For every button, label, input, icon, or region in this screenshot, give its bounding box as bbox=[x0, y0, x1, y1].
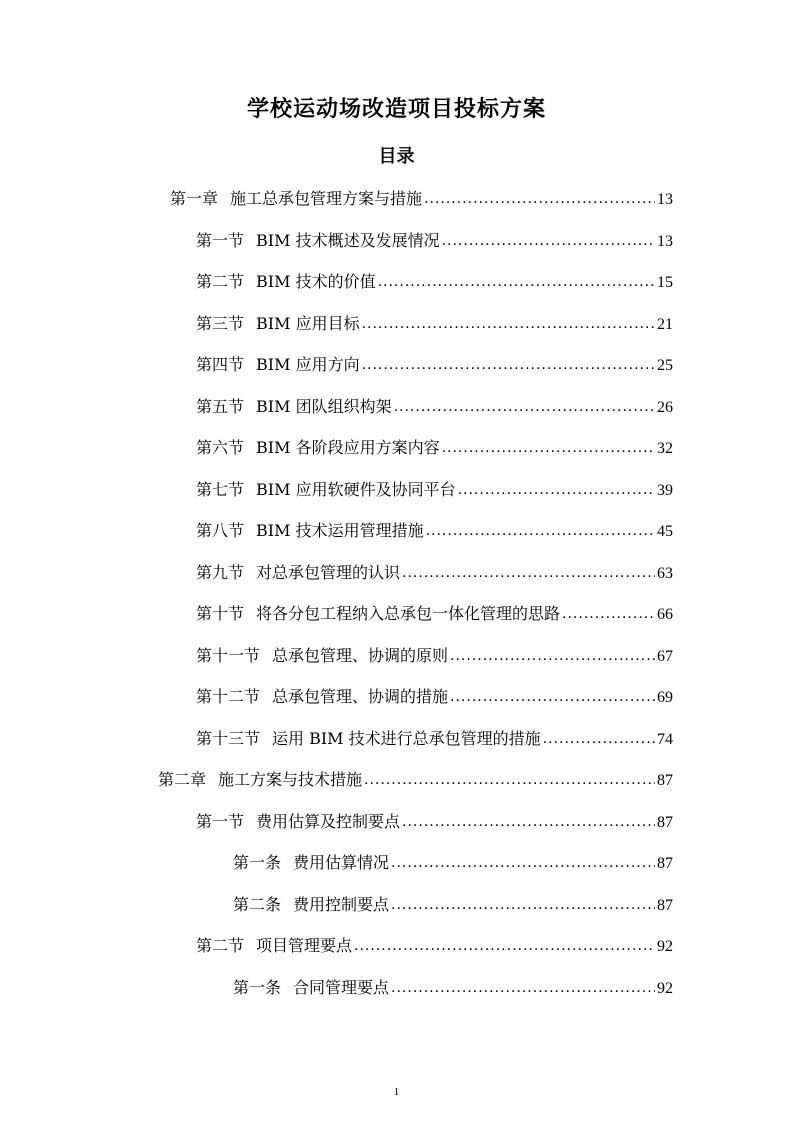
toc-entry-number: 第六节 bbox=[196, 438, 245, 457]
toc-leader-dots bbox=[450, 643, 655, 669]
toc-entry-number: 第十三节 bbox=[196, 728, 261, 748]
toc-entry-title: 项目管理要点 bbox=[256, 936, 353, 955]
toc-leader-dots bbox=[378, 269, 655, 295]
toc-entry-title: BIM 各阶段应用方案内容 bbox=[256, 438, 440, 457]
toc-entry-page: 74 bbox=[657, 730, 673, 748]
toc-entry-number: 第二章 bbox=[158, 770, 207, 789]
toc-entry-number: 第二条 bbox=[233, 894, 282, 914]
toc-entry-title: 总承包管理、协调的措施 bbox=[272, 687, 449, 706]
toc-entry-page: 45 bbox=[657, 523, 673, 540]
toc-entry-section[interactable] bbox=[0, 352, 793, 394]
toc-leader-dots bbox=[364, 767, 655, 793]
toc-entry-number: 第十二节 bbox=[196, 687, 261, 706]
toc-entry-page: 67 bbox=[657, 647, 673, 665]
toc-entry-number: 第一条 bbox=[233, 977, 282, 997]
toc-entry-section[interactable] bbox=[0, 394, 793, 436]
toc-entry-title: 将各分包工程纳入总承包一体化管理的思路 bbox=[256, 604, 561, 623]
toc-leader-dots bbox=[458, 477, 655, 503]
toc-entry-title: 总承包管理、协调的原则 bbox=[272, 645, 449, 665]
document-title: 学校运动场改造项目投标方案 bbox=[246, 97, 546, 122]
toc-leader-dots bbox=[362, 311, 655, 337]
toc-entry-title: 费用控制要点 bbox=[293, 894, 390, 914]
toc-entry-number: 第一节 bbox=[196, 811, 245, 831]
toc-entry-title: 对总承包管理的认识 bbox=[256, 562, 401, 582]
table-of-contents bbox=[0, 186, 793, 1016]
toc-leader-dots bbox=[391, 892, 655, 918]
toc-leader-dots bbox=[402, 809, 655, 835]
toc-leader-dots bbox=[394, 394, 655, 420]
toc-entry-number: 第二节 bbox=[196, 936, 245, 955]
toc-entry-section[interactable] bbox=[0, 933, 793, 975]
toc-entry-number: 第四节 bbox=[196, 355, 245, 374]
toc-leader-dots bbox=[442, 435, 655, 461]
toc-entry-title: 施工方案与技术措施 bbox=[218, 770, 363, 789]
toc-entry-section[interactable] bbox=[0, 311, 793, 353]
toc-entry-page: 39 bbox=[657, 481, 673, 499]
toc-entry-page: 87 bbox=[657, 896, 673, 914]
toc-entry-title: 运用 BIM 技术进行总承包管理的措施 bbox=[272, 728, 541, 748]
toc-entry-page: 26 bbox=[657, 398, 673, 416]
toc-entry-title: BIM 团队组织构架 bbox=[256, 396, 392, 416]
toc-entry-title: BIM 应用方向 bbox=[256, 355, 360, 374]
toc-entry-article[interactable] bbox=[0, 892, 793, 934]
toc-entry-number: 第一章 bbox=[170, 189, 219, 208]
toc-entry-page: 87 bbox=[657, 855, 673, 872]
toc-leader-dots bbox=[402, 560, 655, 586]
toc-entry-number: 第五节 bbox=[196, 396, 245, 416]
toc-entry-page: 87 bbox=[657, 772, 673, 789]
toc-entry-title: BIM 技术概述及发展情况 bbox=[256, 230, 440, 250]
toc-entry-title: BIM 技术的价值 bbox=[256, 272, 376, 291]
toc-entry-section[interactable] bbox=[0, 809, 793, 851]
toc-entry-number: 第二节 bbox=[196, 272, 245, 291]
toc-entry-page: 25 bbox=[657, 357, 673, 374]
toc-entry-page: 69 bbox=[657, 689, 673, 706]
toc-leader-dots bbox=[391, 850, 655, 876]
toc-entry-page: 92 bbox=[657, 979, 673, 997]
toc-heading: 目录 bbox=[378, 146, 415, 167]
toc-leader-dots bbox=[562, 601, 655, 627]
toc-entry-title: 费用估算情况 bbox=[293, 853, 390, 872]
toc-entry-title: BIM 应用目标 bbox=[256, 313, 360, 333]
toc-entry-page: 21 bbox=[657, 315, 673, 333]
toc-leader-dots bbox=[450, 684, 655, 710]
toc-entry-number: 第七节 bbox=[196, 479, 245, 499]
toc-entry-page: 15 bbox=[657, 274, 673, 291]
toc-leader-dots bbox=[362, 352, 655, 378]
toc-entry-section[interactable] bbox=[0, 477, 793, 519]
toc-leader-dots bbox=[543, 726, 655, 752]
toc-entry-page: 63 bbox=[657, 564, 673, 582]
toc-entry-article[interactable] bbox=[0, 850, 793, 892]
page-number: 1 bbox=[393, 1086, 400, 1098]
toc-entry-number: 第一条 bbox=[233, 853, 282, 872]
toc-leader-dots bbox=[354, 933, 655, 959]
toc-entry-title: BIM 技术运用管理措施 bbox=[256, 521, 424, 540]
toc-leader-dots bbox=[442, 228, 655, 254]
toc-entry-page: 92 bbox=[657, 938, 673, 955]
toc-entry-number: 第十节 bbox=[196, 604, 245, 623]
toc-entry-chapter-1[interactable] bbox=[0, 186, 793, 228]
toc-entry-section[interactable] bbox=[0, 643, 793, 685]
toc-entry-page: 13 bbox=[657, 191, 673, 208]
toc-entry-page: 32 bbox=[657, 440, 673, 457]
toc-leader-dots bbox=[426, 518, 655, 544]
toc-entry-section[interactable] bbox=[0, 684, 793, 726]
toc-entry-title: BIM 应用软硬件及协同平台 bbox=[256, 479, 456, 499]
toc-entry-number: 第九节 bbox=[196, 562, 245, 582]
toc-entry-page: 66 bbox=[657, 606, 673, 623]
toc-entry-section[interactable] bbox=[0, 228, 793, 270]
toc-entry-article[interactable] bbox=[0, 975, 793, 1017]
toc-entry-section[interactable] bbox=[0, 269, 793, 311]
toc-entry-page: 87 bbox=[657, 813, 673, 831]
toc-entry-number: 第一节 bbox=[196, 230, 245, 250]
toc-entry-section[interactable] bbox=[0, 560, 793, 602]
toc-entry-number: 第十一节 bbox=[196, 645, 261, 665]
toc-entry-section[interactable] bbox=[0, 435, 793, 477]
toc-entry-section[interactable] bbox=[0, 601, 793, 643]
toc-entry-page: 13 bbox=[657, 232, 673, 250]
toc-leader-dots bbox=[424, 186, 655, 212]
toc-entry-number: 第八节 bbox=[196, 521, 245, 540]
toc-entry-title: 施工总承包管理方案与措施 bbox=[230, 189, 423, 208]
toc-leader-dots bbox=[391, 975, 655, 1001]
toc-entry-title: 费用估算及控制要点 bbox=[256, 811, 401, 831]
toc-entry-number: 第三节 bbox=[196, 313, 245, 333]
toc-entry-section[interactable] bbox=[0, 518, 793, 560]
toc-entry-chapter-2[interactable] bbox=[0, 767, 793, 809]
toc-entry-title: 合同管理要点 bbox=[293, 977, 390, 997]
toc-entry-section[interactable] bbox=[0, 726, 793, 768]
